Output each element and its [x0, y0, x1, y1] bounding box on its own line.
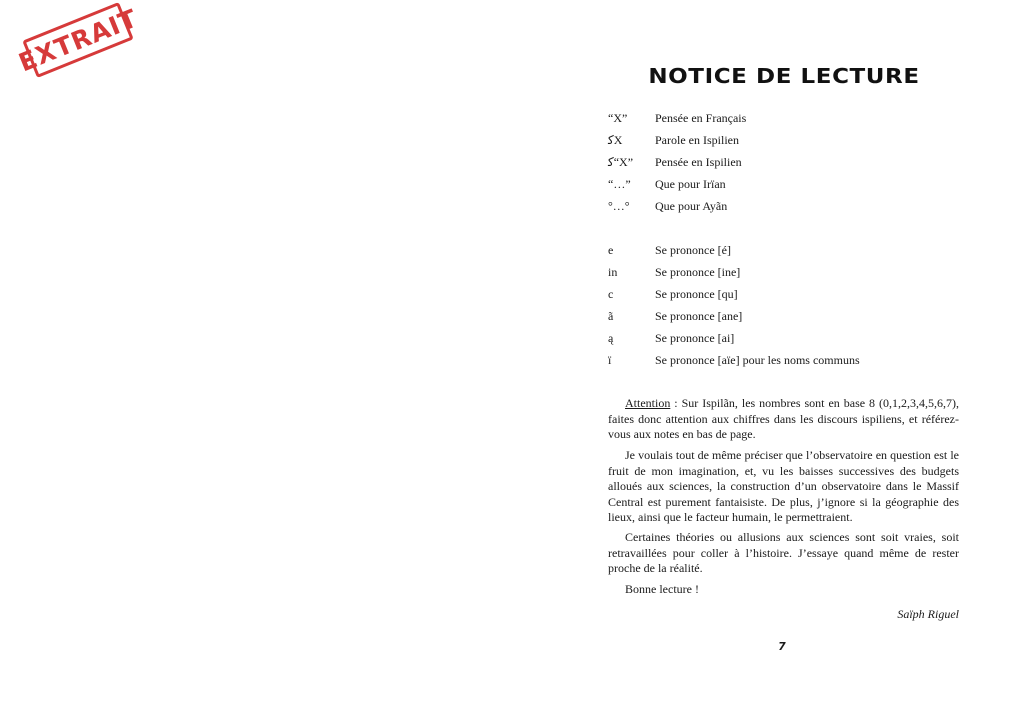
- legend-description: Se prononce [ane]: [655, 309, 743, 323]
- legend-symbol: ﮐX: [608, 133, 623, 147]
- page-title: NOTICE DE LECTURE: [648, 64, 920, 88]
- author-signature: Saïph Riguel: [897, 607, 959, 621]
- attention-paragraph: [608, 396, 959, 443]
- legend-description: Se prononce [ine]: [655, 265, 741, 279]
- legend-symbol: in: [608, 265, 618, 279]
- attention-label: Attention: [625, 396, 671, 410]
- legend-description: Se prononce [ai]: [655, 331, 735, 345]
- body-paragraph: Je voulais tout de même préciser que l’observatoire en question est le fruit de mon imagination, et, vu les baisses successives des budgets alloués aux sciences, la construction d’un observatoire dans le Massif Central est purement fantaisiste. De plus, j’ignore si la géographie des lieux, ainsi que le facteur humain, le permettraient.: [608, 448, 959, 524]
- legend-description: Se prononce [aïe] pour les noms communs: [655, 353, 860, 367]
- body-paragraph: Certaines théories ou allusions aux sciences sont soit vraies, soit retravaillées pour coller à l’histoire. J’essaye quand même de rester proche de la réalité.: [608, 530, 959, 575]
- legend-description: Pensée en Ispilien: [655, 155, 742, 169]
- legend-symbol: ï: [608, 353, 612, 367]
- closing-line: Bonne lecture !: [625, 582, 699, 596]
- legend-description: Se prononce [qu]: [655, 287, 738, 301]
- legend-symbol: ã: [608, 309, 614, 323]
- legend-description: Que pour Ayãn: [655, 199, 728, 213]
- legend-description: Que pour Irïan: [655, 177, 726, 191]
- legend-symbol: °…°: [608, 199, 630, 213]
- page-number: 7: [777, 640, 787, 653]
- legend-symbol: c: [608, 287, 614, 301]
- legend-symbol: e: [608, 243, 614, 257]
- legend-description: Se prononce [é]: [655, 243, 731, 257]
- legend-description: Parole en Ispilien: [655, 133, 739, 147]
- stamp-border: [14, 2, 142, 78]
- legend-symbol: “…”: [608, 177, 631, 191]
- attention-text: : Sur Ispilãn, les nombres sont en base 8 (0,1,2,3,4,5,6,7), faites donc attention aux chiffres dans les discours ispiliens, et référez-vous aux notes en bas de page.: [608, 396, 959, 441]
- legend-symbol: ą: [608, 331, 614, 345]
- legend-description: Pensée en Français: [655, 111, 747, 125]
- legend-symbol: ﮐ“X”: [608, 155, 634, 169]
- extrait-stamp: [14, 0, 141, 86]
- stamp-text: EXTRAIT: [14, 3, 142, 77]
- legend-symbol: “X”: [608, 111, 628, 125]
